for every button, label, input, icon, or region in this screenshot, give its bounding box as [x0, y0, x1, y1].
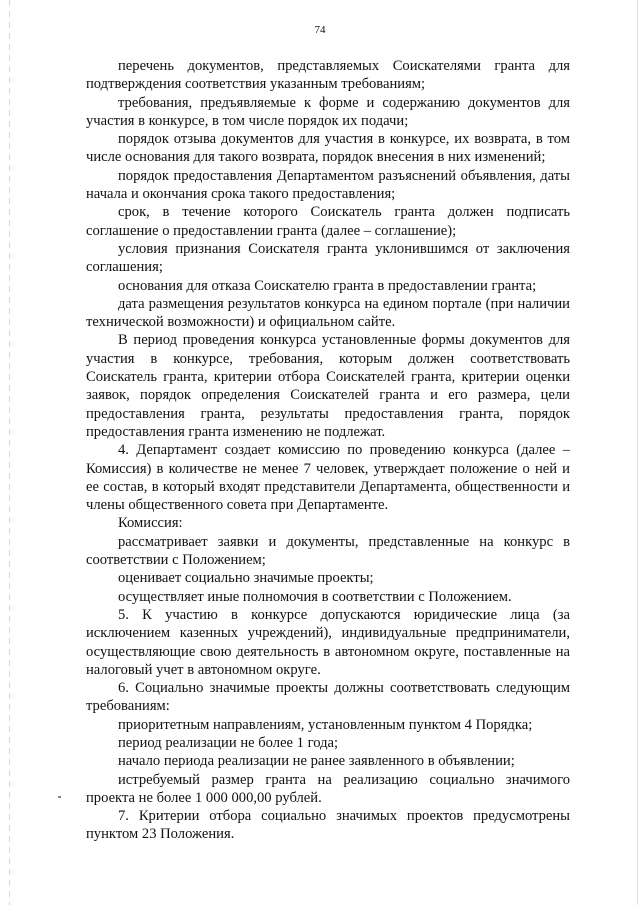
scan-edge-left	[9, 0, 10, 905]
paragraph: оценивает социально значимые проекты;	[118, 570, 374, 587]
paragraph: требования, предъявляемые к форме и содержанию документов для участия в конкурсе, в том числе порядок их подачи;	[86, 94, 570, 129]
paragraph: 7. Критерии отбора социально значимых проектов предусмотрены пунктом 23 Положения.	[86, 808, 570, 843]
paragraph: основания для отказа Соискателю гранта в предоставлении гранта;	[118, 277, 537, 294]
paragraph: осуществляет иные полномочия в соответствии с Положением.	[118, 588, 512, 605]
paragraph: порядок предоставления Департаментом разъяснений объявления, даты начала и окончания срока такого предоставления;	[86, 167, 570, 203]
page-number: 74	[314, 24, 326, 36]
paragraph: порядок отзыва документов для участия в конкурсе, их возврата, в том числе основания для такого возврата, порядок внесения в них изменений;	[86, 131, 570, 166]
paragraph: срок, в течение которого Соискатель гранта должен подписать соглашение о предоставлении гранта (далее – соглашение);	[86, 204, 570, 239]
paragraph: 5. К участию в конкурсе допускаются юридические лица (за исключением казенных учреждений), индивидуальные предприниматели, осуществляющие свою деятельность в автономном округе, поставленные на налоговый учет в автономном округе.	[86, 606, 570, 678]
paragraph: начало периода реализации не ранее заявленного в объявлении;	[118, 753, 515, 770]
document-body	[86, 57, 570, 844]
paragraph: Комиссия:	[118, 515, 183, 532]
scan-edge-right	[637, 0, 638, 905]
scan-mark	[58, 796, 61, 798]
paragraph: 6. Социально значимые проекты должны соответствовать следующим требованиям:	[86, 680, 570, 715]
paragraph: дата размещения результатов конкурса на едином портале (при наличии технической возможности) и официальном сайте.	[86, 295, 570, 331]
paragraph: В период проведения конкурса установленные формы документов для участия в конкурсе, требования, которым должен соответствовать Соискатель гранта, критерии отбора Соискателей гранта, критерии оценки заявок, порядок определения Соискателей гранта и его размера, цели предоставления гранта, результаты предоставления гранта, порядок предоставления гранта изменению не подлежат.	[86, 332, 570, 440]
paragraph: рассматривает заявки и документы, представленные на конкурс в соответствии с Положением;	[86, 533, 570, 569]
paragraph: перечень документов, представляемых Соискателями гранта для подтверждения соответствия указанным требованиям;	[86, 58, 570, 93]
paragraph: истребуемый размер гранта на реализацию социально значимого проекта не более 1 000 000,00 рублей.	[86, 771, 570, 806]
paragraph: 4. Департамент создает комиссию по проведению конкурса (далее – Комиссия) в количестве не менее 7 человек, утверждает положение о ней и ее состав, в который входят представители Департамента, общественности и члены общественного совета при Департаменте.	[86, 442, 570, 514]
paragraph: условия признания Соискателя гранта уклонившимся от заключения соглашения;	[86, 240, 570, 276]
paragraph: период реализации не более 1 года;	[118, 734, 339, 751]
paragraph: приоритетным направлениям, установленным пунктом 4 Порядка;	[118, 716, 533, 733]
